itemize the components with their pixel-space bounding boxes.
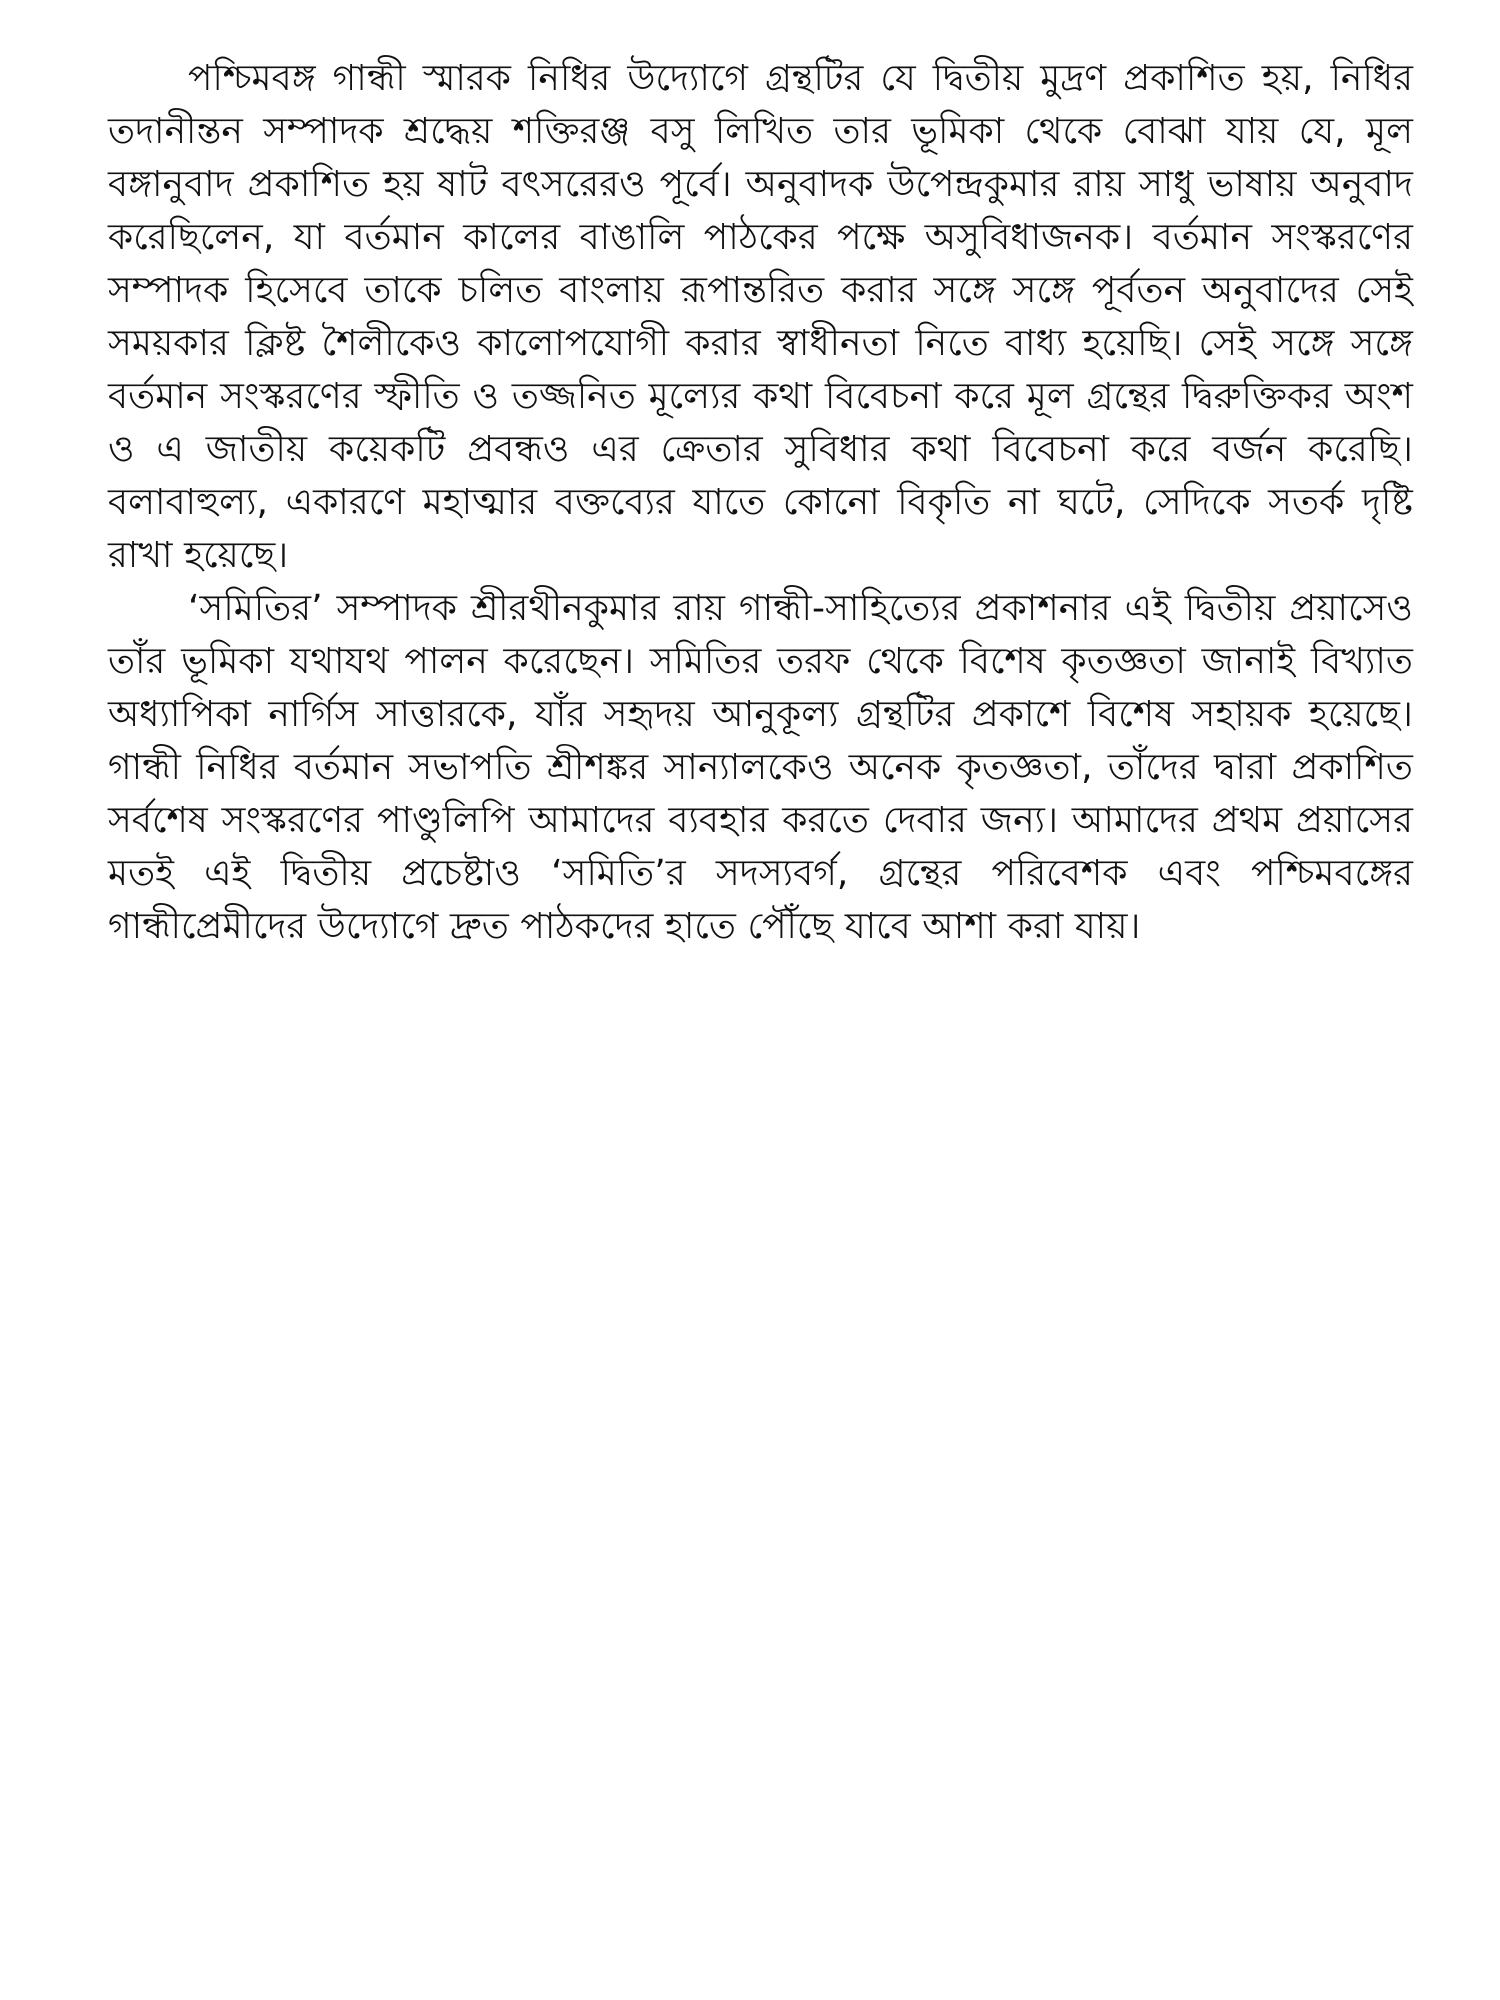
document-page — [108, 52, 1413, 1932]
preface-text-block — [108, 52, 1413, 953]
paragraph-2: ‘সমিতির’ সম্পাদক শ্রীরথীনকুমার রায় গান্ধী-সাহিত্যের প্রকাশনার এই দ্বিতীয় প্রয়াসেও তাঁর ভূমিকা যথাযথ পালন করেছেন। সমিতির তরফ থেকে বিশেষ কৃতজ্ঞতা জানাই বিখ্যাত অধ্যাপিকা নার্গিস সাত্তারকে, যাঁর সহৃদয় আনুকূল্য গ্রন্থটির প্রকাশে বিশেষ সহায়ক হয়েছে। গান্ধী নিধির বর্তমান সভাপতি শ্রীশঙ্কর সান্যালকেও অনেক কৃতজ্ঞতা, তাঁদের দ্বারা প্রকাশিত সর্বশেষ সংস্করণের পাণ্ডুলিপি আমাদের ব্যবহার করতে দেবার জন্য। আমাদের প্রথম প্রয়াসের মতই এই দ্বিতীয় প্রচেষ্টাও ‘সমিতি’র সদস্যবর্গ, গ্রন্থের পরিবেশক এবং পশ্চিমবঙ্গের গান্ধীপ্রেমীদের উদ্যোগে দ্রুত পাঠকদের হাতে পৌঁছে যাবে আশা করা যায়। — [108, 588, 1413, 947]
paragraph-1: পশ্চিমবঙ্গ গান্ধী স্মারক নিধির উদ্যোগে গ্রন্থটির যে দ্বিতীয় মুদ্রণ প্রকাশিত হয়, নিধির তদানীন্তন সম্পাদক শ্রদ্ধেয় শক্তিরঞ্জ বসু লিখিত তার ভূমিকা থেকে বোঝা যায় যে, মূল বঙ্গানুবাদ প্রকাশিত হয় ষাট বৎসরেরও পূর্বে। অনুবাদক উপেন্দ্রকুমার রায় সাধু ভাষায় অনুবাদ করেছিলেন, যা বর্তমান কালের বাঙালি পাঠকের পক্ষে অসুবিধাজনক। বর্তমান সংস্করণের সম্পাদক হিসেবে তাকে চলিত বাংলায় রূপান্তরিত করার সঙ্গে সঙ্গে পূর্বতন অনুবাদের সেই সময়কার ক্লিষ্ট শৈলীকেও কালোপযোগী করার স্বাধীনতা নিতে বাধ্য হয়েছি। সেই সঙ্গে সঙ্গে বর্তমান সংস্করণের স্ফীতি ও তজ্জনিত মূল্যের কথা বিবেচনা করে মূল গ্রন্থের দ্বিরুক্তিকর অংশ ও এ জাতীয় কয়েকটি প্রবন্ধও এর ক্রেতার সুবিধার কথা বিবেচনা করে বর্জন করেছি। বলাবাহুল্য, একারণে মহাত্মার বক্তব্যের যাতে কোনো বিকৃতি না ঘটে, সেদিকে সতর্ক দৃষ্টি রাখা হয়েছে। — [108, 58, 1413, 576]
